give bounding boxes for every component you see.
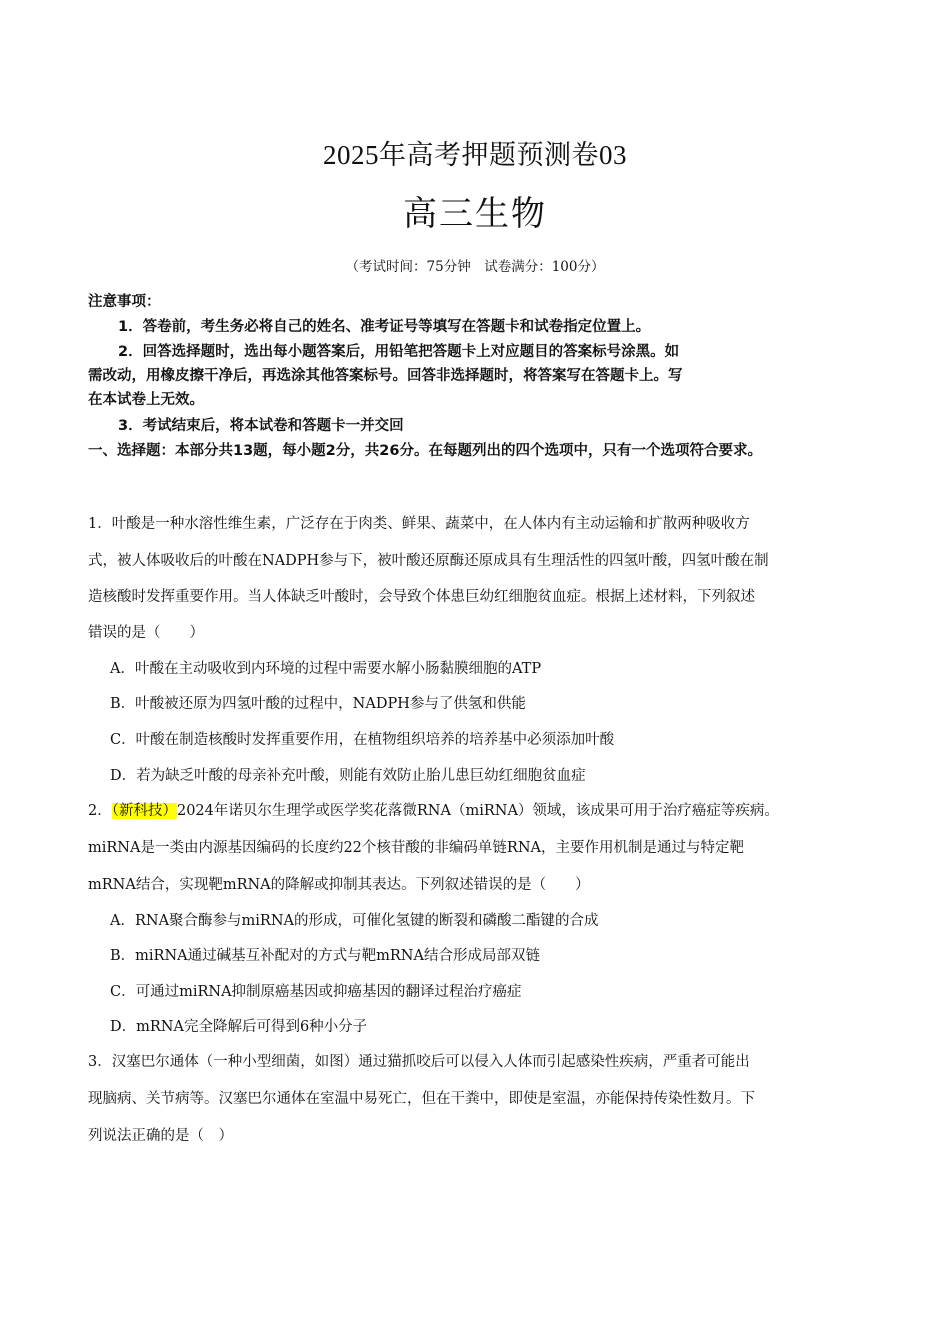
q2-highlight-tag: （新科技） <box>111 803 177 819</box>
notice-item-3: 3．考试结束后，将本试卷和答题卡一并交回 <box>118 418 404 434</box>
notice-item-2-line-2: 需改动，用橡皮擦干净后，再选涂其他答案标号。回答非选择题时，将答案写在答题卡上。写 <box>88 368 683 384</box>
q2-line-3: mRNA结合，实现靶mRNA的降解或抑制其表达。下列叙述错误的是（ ） <box>88 877 590 893</box>
exam-subject: 高三生物 <box>403 194 547 234</box>
notice-item-2-line-3: 在本试卷上无效。 <box>88 392 204 408</box>
q2-option-d: D．mRNA完全降解后可得到6种小分子 <box>110 1019 368 1035</box>
notice-item-1: 1．答卷前，考生务必将自己的姓名、准考证号等填写在答题卡和试卷指定位置上。 <box>118 319 651 335</box>
notice-item-2-line-1: 2．回答选择题时，选出每小题答案后，用铅笔把答题卡上对应题目的答案标号涂黑。如 <box>118 344 680 360</box>
section-1-heading: 一、选择题：本部分共13题，每小题2分，共26分。在每题列出的四个选项中，只有一个选项符合要求。 <box>88 443 762 459</box>
q3-line-2: 现脑病、关节病等。汉塞巴尔通体在室温中易死亡，但在干粪中，即使是室温，亦能保持传染性数月。下 <box>88 1091 755 1107</box>
q2-line-1 <box>88 799 779 820</box>
q1-line-2: 式，被人体吸收后的叶酸在NADPH参与下，被叶酸还原酶还原成具有生理活性的四氢叶酸，四氢叶酸在制 <box>88 553 769 569</box>
q2-option-a: A．RNA聚合酶参与miRNA的形成，可催化氢键的断裂和磷酸二酯键的合成 <box>110 913 599 929</box>
notice-heading: 注意事项： <box>88 294 161 310</box>
q1-option-c: C．叶酸在制造核酸时发挥重要作用，在植物组织培养的培养基中必须添加叶酸 <box>110 732 615 748</box>
q3-line-1: 3．汉塞巴尔通体（一种小型细菌，如图）通过猫抓咬后可以侵入人体而引起感染性疾病，严重者可能出 <box>88 1054 750 1070</box>
q2-option-b: B．miRNA通过碱基互补配对的方式与靶mRNA结合形成局部双链 <box>110 948 540 964</box>
q2-option-c: C．可通过miRNA抑制原癌基因或抑癌基因的翻译过程治疗癌症 <box>110 984 522 1000</box>
q1-option-a: A．叶酸在主动吸收到内环境的过程中需要水解小肠黏膜细胞的ATP <box>110 661 542 677</box>
q2-number: 2． <box>88 803 112 819</box>
q2-line-1-text: 2024年诺贝尔生理学或医学奖花落微RNA（miRNA）领域，该成果可用于治疗癌症等疾病。 <box>176 803 779 819</box>
q1-option-d: D．若为缺乏叶酸的母亲补充叶酸，则能有效防止胎儿患巨幼红细胞贫血症 <box>110 768 586 784</box>
exam-time-info: （考试时间：75分钟 试卷满分：100分） <box>345 259 605 275</box>
q2-line-2: miRNA是一类由内源基因编码的长度约22个核苷酸的非编码单链RNA，主要作用机制是通过与特定靶 <box>88 840 744 856</box>
q1-option-b: B．叶酸被还原为四氢叶酸的过程中，NADPH参与了供氢和供能 <box>110 696 526 712</box>
q3-line-3: 列说法正确的是（ ） <box>88 1128 233 1144</box>
q1-line-3: 造核酸时发挥重要作用。当人体缺乏叶酸时，会导致个体患巨幼红细胞贫血症。根据上述材料，下列叙述 <box>88 589 755 605</box>
exam-title: 2025年高考押题预测卷03 <box>323 140 627 170</box>
q1-line-4: 错误的是（ ） <box>88 625 204 641</box>
q1-line-1: 1．叶酸是一种水溶性维生素，广泛存在于肉类、鲜果、蔬菜中，在人体内有主动运输和扩散两种吸收方 <box>88 516 750 532</box>
